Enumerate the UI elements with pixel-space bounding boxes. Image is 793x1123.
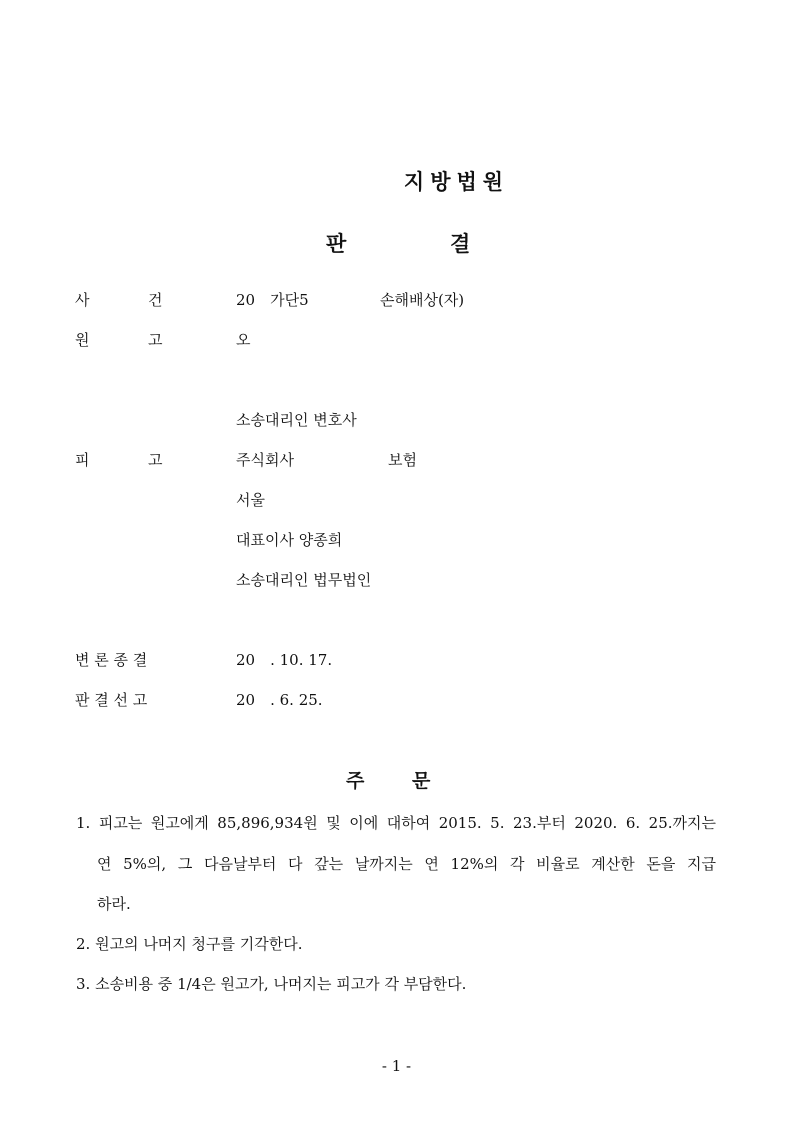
defendant-representative: 대표이사 양종희 (236, 531, 343, 549)
order-1-line-3: 하라. (97, 895, 131, 913)
hearing-date: 20 . 10. 17. (236, 651, 333, 669)
judgment-label: 판 결 선 고 (75, 691, 148, 709)
plaintiff-attorney: 소송대리인 변호사 (236, 411, 357, 429)
defendant-address: 서울 (236, 491, 265, 509)
plaintiff-label-2: 고 (148, 331, 163, 349)
order-heading-right: 문 (412, 770, 431, 792)
hearing-label: 변 론 종 결 (75, 651, 148, 669)
plaintiff-name: 오 (236, 331, 251, 349)
judgment-date: 20 . 6. 25. (236, 691, 323, 709)
defendant-label-1: 피 (75, 451, 90, 469)
page-number: - 1 - (381, 1057, 412, 1075)
court-name: 지방법원 (403, 170, 510, 194)
order-1-line-2: 연 5%의, 그 다음날부터 다 갚는 날까지는 연 12%의 각 비율로 계산한 돈을 지급 (97, 855, 716, 873)
plaintiff-label-1: 원 (75, 331, 90, 349)
order-heading-left: 주 (346, 770, 365, 792)
order-2: 2. 원고의 나머지 청구를 기각한다. (76, 935, 303, 953)
case-label-2: 건 (148, 291, 163, 309)
case-label-1: 사 (75, 291, 90, 309)
defendant-company: 주식회사 (236, 451, 294, 469)
order-1-line-1: 1. 피고는 원고에게 85,896,934원 및 이에 대하여 2015. 5. 23.부터 2020. 6. 25.까지는 (76, 814, 716, 832)
case-name: 손해배상(자) (380, 291, 465, 309)
defendant-attorney: 소송대리인 법무법인 (236, 571, 372, 589)
title-right: 결 (450, 232, 471, 256)
title-left: 판 (326, 232, 347, 256)
order-3: 3. 소송비용 중 1/4은 원고가, 나머지는 피고가 각 부담한다. (76, 975, 467, 993)
defendant-company-suffix: 보험 (388, 451, 417, 469)
defendant-label-2: 고 (148, 451, 163, 469)
case-number: 20 가단5 (236, 291, 309, 309)
